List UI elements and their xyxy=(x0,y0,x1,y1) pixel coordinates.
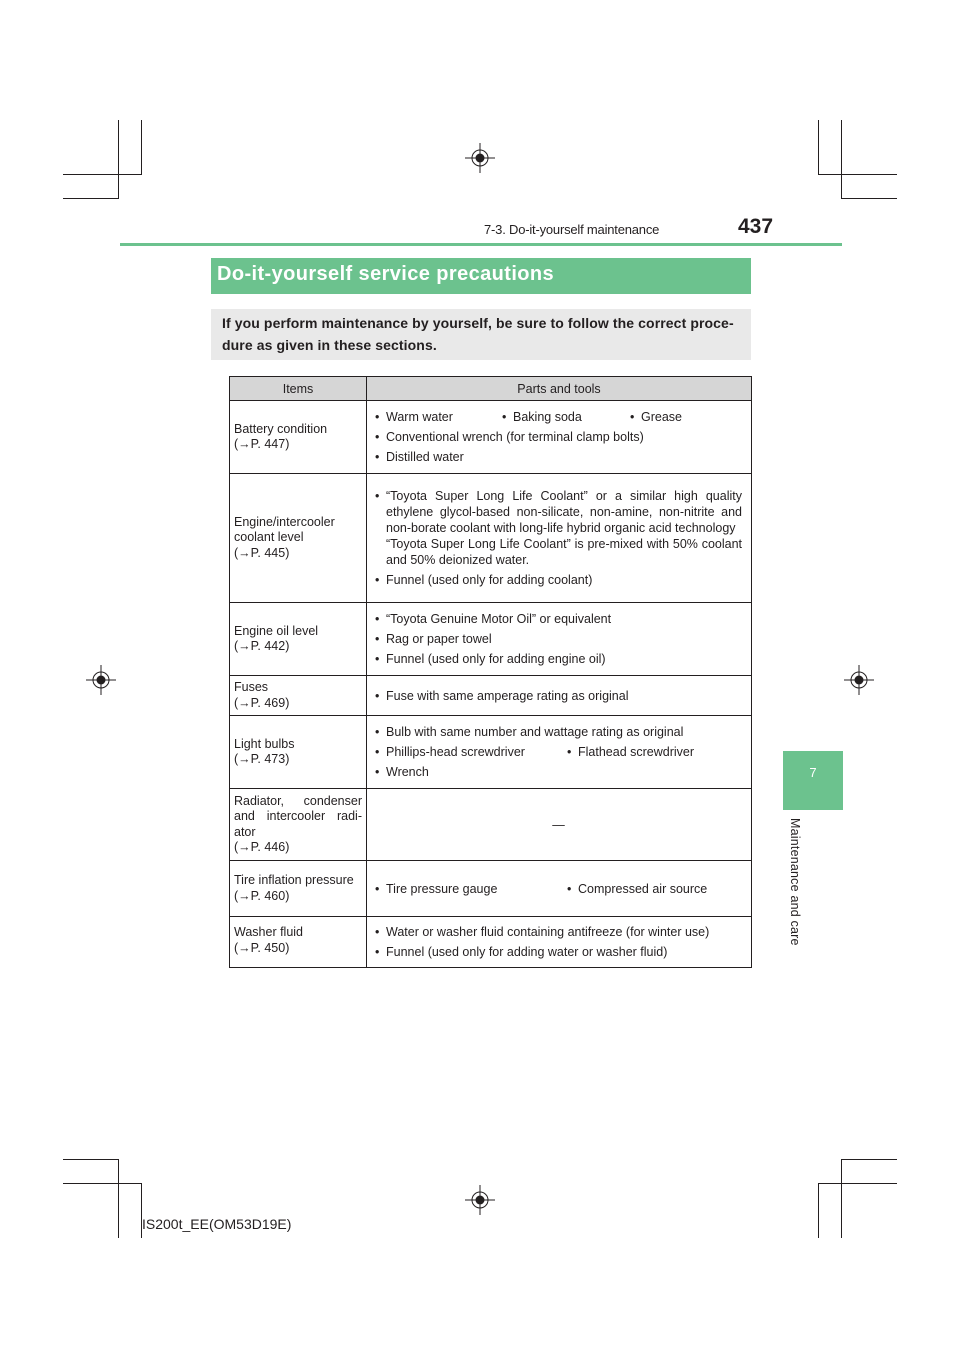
section-label: 7-3. Do-it-yourself maintenance xyxy=(484,222,660,237)
table-row xyxy=(230,917,752,968)
item-cell xyxy=(230,603,367,676)
item-ref: (→P. 473) xyxy=(234,752,290,766)
item-name: Engine oil level xyxy=(234,623,319,638)
chapter-tab xyxy=(783,751,843,810)
table-row xyxy=(230,474,752,603)
table-row xyxy=(230,603,752,676)
crop-mark xyxy=(841,198,897,199)
bullet-icon: • xyxy=(567,745,572,759)
tool-item xyxy=(375,651,742,667)
item-ref: (→P. 447) xyxy=(234,437,290,451)
section-title: Do-it-yourself service precautions xyxy=(217,263,555,285)
tool-item xyxy=(375,724,742,740)
bullet-icon: • xyxy=(567,881,572,896)
item-ref: (→P. 445) xyxy=(234,545,290,560)
item-ref: (→P. 450) xyxy=(234,940,290,955)
registration-mark-icon xyxy=(86,665,116,695)
tool-row xyxy=(375,409,742,425)
tool-item xyxy=(375,449,742,465)
tool-item xyxy=(502,409,630,425)
item-name: Tire inflation pressure xyxy=(234,873,354,887)
item-cell xyxy=(230,474,367,603)
tool-text: Rag or paper towel xyxy=(386,632,492,646)
bullet-icon: • xyxy=(375,652,380,666)
column-header-items: Items xyxy=(230,377,367,401)
tool-item xyxy=(375,488,742,568)
crop-mark xyxy=(818,120,819,175)
tool-item xyxy=(375,944,742,960)
tools-cell xyxy=(367,676,752,716)
bullet-icon: • xyxy=(375,688,380,703)
crop-mark xyxy=(818,174,897,175)
bullet-icon: • xyxy=(502,410,507,424)
registration-mark-icon xyxy=(465,1185,495,1215)
parts-table xyxy=(229,376,752,968)
item-cell xyxy=(230,917,367,968)
tool-text: Tire pressure gauge xyxy=(386,881,498,896)
item-ref: (→P. 442) xyxy=(234,639,290,653)
table-header-row xyxy=(230,377,752,401)
bullet-icon: • xyxy=(375,573,380,587)
bullet-icon: • xyxy=(375,430,380,444)
tool-text: Funnel (used only for adding coolant) xyxy=(386,573,593,587)
item-ref: (→P. 460) xyxy=(234,888,290,903)
bullet-icon: • xyxy=(375,745,380,759)
section-title-bar xyxy=(211,258,751,294)
item-cell xyxy=(230,861,367,917)
column-header-parts: Parts and tools xyxy=(367,377,752,401)
table-row xyxy=(230,789,752,861)
bullet-icon: • xyxy=(375,765,380,779)
tools-cell xyxy=(367,603,752,676)
item-cell xyxy=(230,716,367,789)
bullet-icon: • xyxy=(630,410,635,424)
crop-mark xyxy=(818,1183,819,1238)
item-ref: (→P. 446) xyxy=(234,840,290,854)
item-name: Washer fluid xyxy=(234,925,304,939)
tool-row xyxy=(375,744,742,760)
table-row xyxy=(230,401,752,474)
empty-dash: — xyxy=(552,817,565,832)
bullet-icon: • xyxy=(375,725,380,739)
crop-mark xyxy=(118,120,119,199)
tool-row xyxy=(375,881,742,897)
tool-item xyxy=(375,611,742,627)
bullet-icon: • xyxy=(375,925,380,939)
item-cell xyxy=(230,401,367,474)
crop-mark xyxy=(841,1159,897,1160)
chapter-number: 7 xyxy=(809,765,817,780)
crop-mark xyxy=(63,198,119,199)
tool-text: “Toyota Super Long Life Coolant” is pre-mixed with 50% coolant and 50% deionized water. xyxy=(386,537,742,567)
crop-mark xyxy=(841,1159,842,1238)
tool-text: Compressed air source xyxy=(578,881,708,896)
bullet-icon: • xyxy=(375,881,380,896)
registration-mark-icon xyxy=(844,665,874,695)
tool-item xyxy=(375,924,742,940)
crop-mark xyxy=(63,174,142,175)
item-cell xyxy=(230,789,367,861)
tool-item xyxy=(375,744,567,760)
table-row xyxy=(230,676,752,716)
crop-mark xyxy=(141,120,142,175)
tool-item xyxy=(375,631,742,647)
bullet-icon: • xyxy=(375,612,380,626)
crop-mark xyxy=(63,1159,119,1160)
item-name: Light bulbs xyxy=(234,736,295,751)
tools-cell xyxy=(367,474,752,603)
bullet-icon: • xyxy=(375,945,380,959)
chapter-title: Maintenance and care xyxy=(788,818,802,946)
tool-text: Bulb with same number and wattage rating as original xyxy=(386,725,684,739)
intro-text: If you perform maintenance by yourself, be sure to follow the correct proce-dure as given in these sections. xyxy=(222,315,734,353)
tool-text: Fuse with same amperage rating as original xyxy=(386,688,629,703)
tool-item xyxy=(375,409,502,425)
tool-text: Warm water xyxy=(386,410,453,424)
table-row xyxy=(230,716,752,789)
item-name: Battery condition xyxy=(234,421,328,436)
tool-text: Flathead screwdriver xyxy=(578,745,695,759)
tools-cell xyxy=(367,789,752,861)
tool-item xyxy=(567,881,707,897)
header-rule xyxy=(120,243,842,246)
bullet-icon: • xyxy=(375,450,380,464)
tool-text: Distilled water xyxy=(386,450,464,464)
tool-text: “Toyota Super Long Life Coolant” or a similar high quality ethylene glycol-based non-silicate, non-amine, non-nitrite and non-borate coolant with long-life hybrid organic acid technology xyxy=(386,489,742,535)
tool-text: Baking soda xyxy=(513,410,582,424)
crop-mark xyxy=(63,1183,142,1184)
table-row xyxy=(230,861,752,917)
crop-mark xyxy=(118,1159,119,1238)
tool-item xyxy=(375,764,742,780)
crop-mark xyxy=(841,120,842,199)
tools-cell xyxy=(367,401,752,474)
tool-item xyxy=(375,572,742,588)
item-cell xyxy=(230,676,367,716)
tools-cell xyxy=(367,861,752,917)
item-name: Engine/intercooler coolant level xyxy=(234,514,335,545)
bullet-icon: • xyxy=(375,632,380,646)
tool-text: Phillips-head screwdriver xyxy=(386,745,525,759)
tool-item xyxy=(375,429,742,445)
tool-text: Grease xyxy=(641,410,682,424)
tools-cell xyxy=(367,716,752,789)
tool-item xyxy=(630,409,682,425)
crop-mark xyxy=(818,1183,897,1184)
item-name: Fuses xyxy=(234,680,269,694)
bullet-icon: • xyxy=(375,410,380,424)
tool-text: “Toyota Genuine Motor Oil” or equivalent xyxy=(386,612,612,626)
tool-text: Wrench xyxy=(386,765,429,779)
intro-box xyxy=(211,309,751,360)
document-code: IS200t_EE(OM53D19E) xyxy=(142,1216,292,1232)
registration-mark-icon xyxy=(465,143,495,173)
item-ref: (→P. 469) xyxy=(234,695,290,710)
tool-text: Conventional wrench (for terminal clamp bolts) xyxy=(386,430,644,444)
tool-item xyxy=(567,744,694,760)
tool-item xyxy=(375,688,742,704)
bullet-icon: • xyxy=(375,489,380,503)
tools-cell xyxy=(367,917,752,968)
tool-text: Funnel (used only for adding water or washer fluid) xyxy=(386,945,668,959)
tool-item xyxy=(375,881,567,897)
item-name: Radiator, condenser and intercooler radi-ator xyxy=(234,793,362,839)
tool-text: Funnel (used only for adding engine oil) xyxy=(386,652,606,666)
tool-text: Water or washer fluid containing antifreeze (for winter use) xyxy=(386,925,710,939)
page-number: 437 xyxy=(738,215,774,238)
